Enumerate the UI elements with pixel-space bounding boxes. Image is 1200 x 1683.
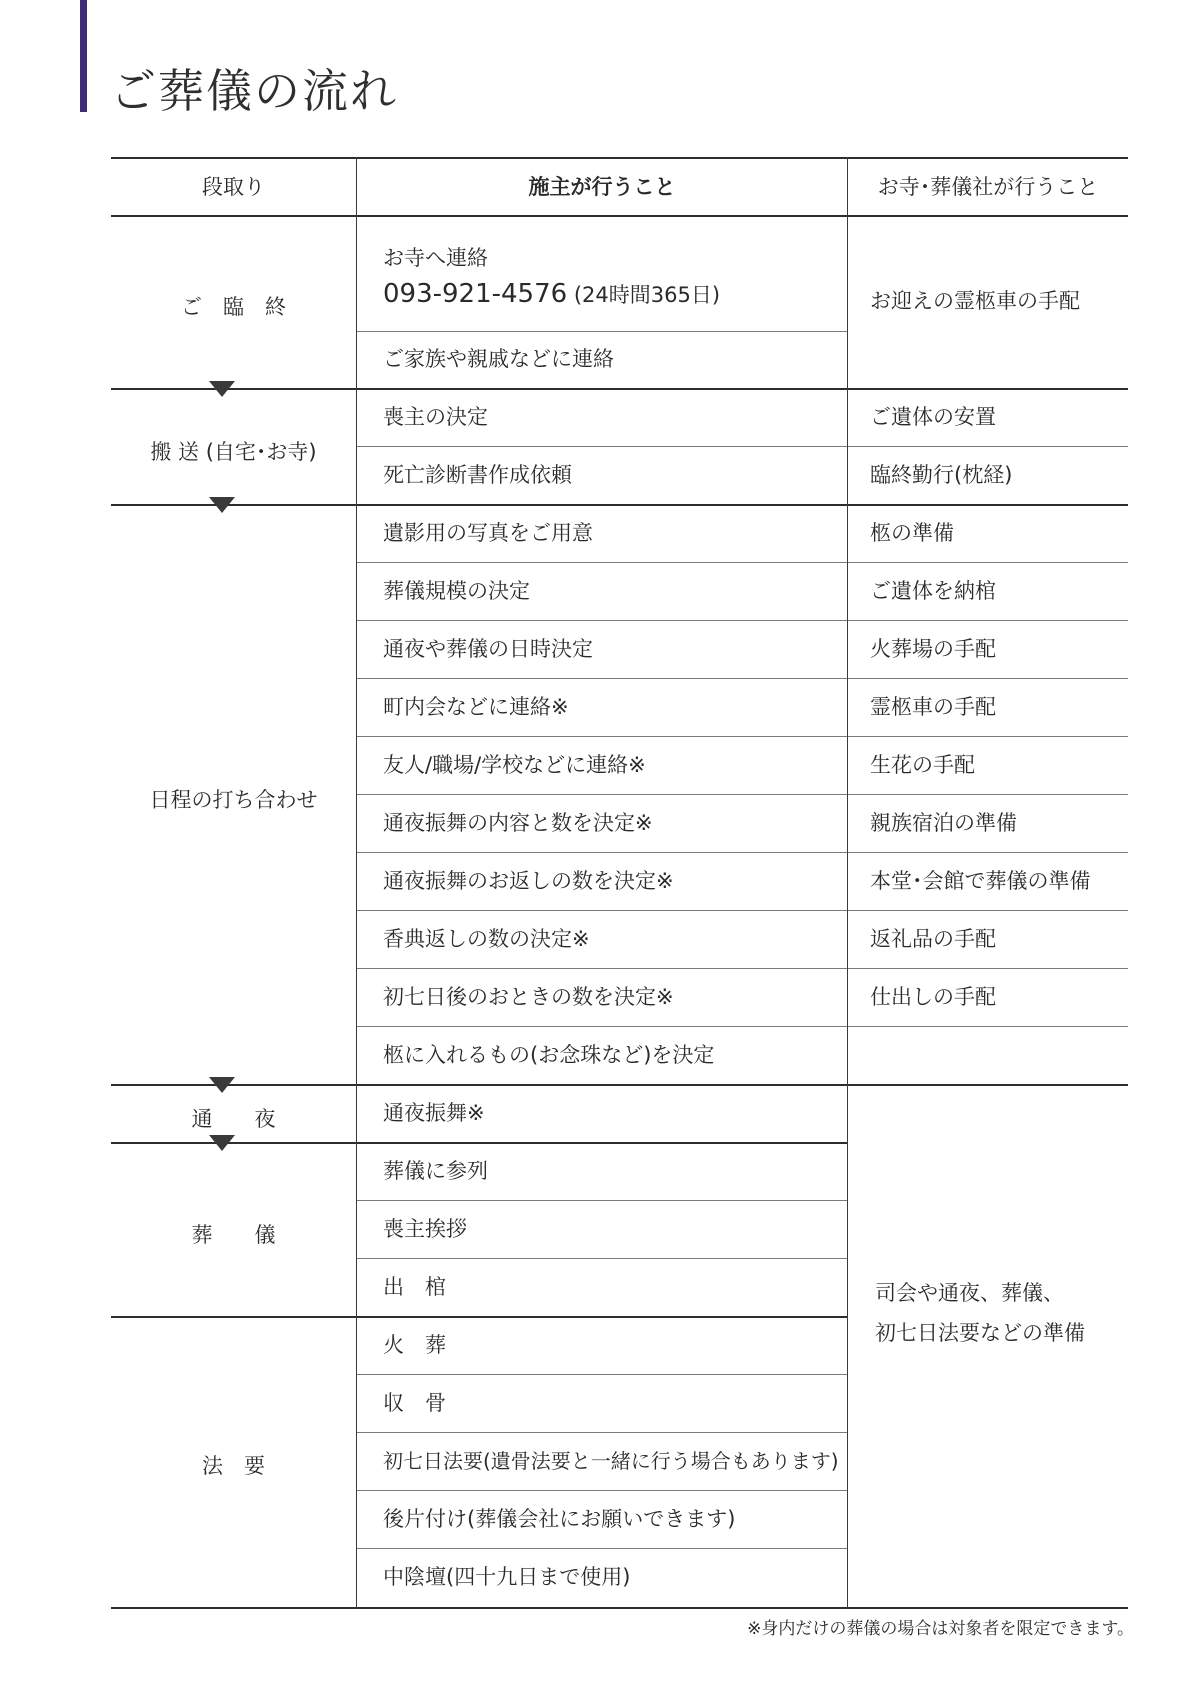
host-row: ご家族や親戚などに連絡: [383, 347, 614, 371]
column-divider: [847, 157, 848, 1609]
temple-row: 火葬場の手配: [870, 637, 996, 661]
header-stage: 段取り: [202, 175, 265, 199]
flow-arrow-icon: [209, 1135, 235, 1151]
host-contact-temple: お寺へ連絡: [383, 246, 488, 270]
temple-row: 本堂･会館で葬儀の準備: [870, 869, 1091, 893]
host-row: 火 葬: [383, 1333, 446, 1357]
stage-uchiawase: 日程の打ち合わせ: [149, 788, 318, 812]
header-host: 施主が行うこと: [528, 175, 676, 199]
temple-row: 司会や通夜、葬儀、: [875, 1281, 1064, 1305]
row-divider: [357, 1432, 848, 1433]
flow-arrow-icon: [209, 1077, 235, 1093]
host-row: 通夜振舞のお返しの数を決定※: [383, 869, 674, 893]
temple-row: 初七日法要などの準備: [875, 1321, 1085, 1345]
header-bottom-border: [111, 215, 1128, 217]
row-divider: [357, 1026, 1128, 1027]
funeral-flow-table: [111, 157, 1128, 1609]
row-divider: [357, 331, 848, 332]
temple-row: 親族宿泊の準備: [870, 811, 1017, 835]
row-divider: [357, 562, 1128, 563]
host-row: 遺影用の写真をご用意: [383, 521, 593, 545]
host-row: 町内会などに連絡※: [383, 695, 569, 719]
host-row: 葬儀に参列: [383, 1159, 488, 1183]
stage-hoyo: 法 要: [202, 1454, 265, 1478]
temple-phone-number: 093-921-4576: [383, 279, 568, 309]
host-row: 死亡診断書作成依頼: [383, 463, 572, 487]
host-row: 喪主挨拶: [383, 1217, 467, 1241]
row-divider: [357, 736, 1128, 737]
table-bottom-border: [111, 1607, 1128, 1609]
row-divider: [357, 910, 1128, 911]
page-title: ご葬儀の流れ: [110, 64, 398, 118]
stage-tsuya: 通 夜: [191, 1107, 276, 1131]
row-divider: [357, 446, 1128, 447]
row-divider: [357, 1490, 848, 1491]
host-phone-line: [383, 281, 720, 307]
stage-divider: [111, 388, 1128, 390]
row-divider: [357, 620, 1128, 621]
phone-hours: (24時間365日): [567, 283, 721, 307]
temple-row: 柩の準備: [870, 521, 954, 545]
stage-divider: [111, 504, 1128, 506]
host-row: 後片付け(葬儀会社にお願いできます): [383, 1507, 736, 1531]
row-divider: [357, 1200, 848, 1201]
host-row: 通夜や葬儀の日時決定: [383, 637, 593, 661]
flow-arrow-icon: [209, 497, 235, 513]
temple-row: 霊柩車の手配: [870, 695, 996, 719]
temple-row: ご遺体の安置: [870, 405, 996, 429]
stage-divider: [111, 1316, 848, 1318]
table-top-border: [111, 157, 1128, 159]
host-row: 喪主の決定: [383, 405, 488, 429]
temple-row: 返礼品の手配: [870, 927, 996, 951]
row-divider: [357, 1548, 848, 1549]
stage-rinju: ご 臨 終: [181, 295, 286, 319]
host-row: 初七日後のおときの数を決定※: [383, 985, 674, 1009]
host-row: 中陰壇(四十九日まで使用): [383, 1565, 631, 1589]
host-row: 初七日法要(遺骨法要と一緒に行う場合もあります): [383, 1449, 839, 1473]
row-divider: [357, 794, 1128, 795]
stage-sogi: 葬 儀: [191, 1223, 276, 1247]
temple-row: 臨終勤行(枕経): [870, 463, 1013, 487]
host-row: 収 骨: [383, 1391, 446, 1415]
temple-row: 仕出しの手配: [870, 985, 996, 1009]
footnote: ※身内だけの葬儀の場合は対象者を限定できます。: [747, 1619, 1134, 1639]
flow-arrow-icon: [209, 381, 235, 397]
host-row: 通夜振舞※: [383, 1101, 485, 1125]
row-divider: [357, 1258, 848, 1259]
row-divider: [357, 1374, 848, 1375]
host-row: 友人/職場/学校などに連絡※: [383, 753, 646, 777]
host-row: 香典返しの数の決定※: [383, 927, 590, 951]
title-accent-bar: [80, 0, 87, 112]
row-divider: [357, 678, 1128, 679]
host-row: 柩に入れるもの(お念珠など)を決定: [383, 1043, 715, 1067]
host-row: 出 棺: [383, 1275, 446, 1299]
host-row: 葬儀規模の決定: [383, 579, 530, 603]
stage-divider: [111, 1084, 1128, 1086]
stage-hanso: 搬 送 (自宅･お寺): [150, 440, 317, 464]
host-row: 通夜振舞の内容と数を決定※: [383, 811, 653, 835]
column-divider: [356, 157, 357, 1609]
temple-row: ご遺体を納棺: [870, 579, 996, 603]
row-divider: [357, 968, 1128, 969]
temple-row: 生花の手配: [870, 753, 975, 777]
temple-row: お迎えの霊柩車の手配: [870, 289, 1080, 313]
row-divider: [357, 852, 1128, 853]
header-temple: お寺･葬儀社が行うこと: [877, 175, 1099, 199]
